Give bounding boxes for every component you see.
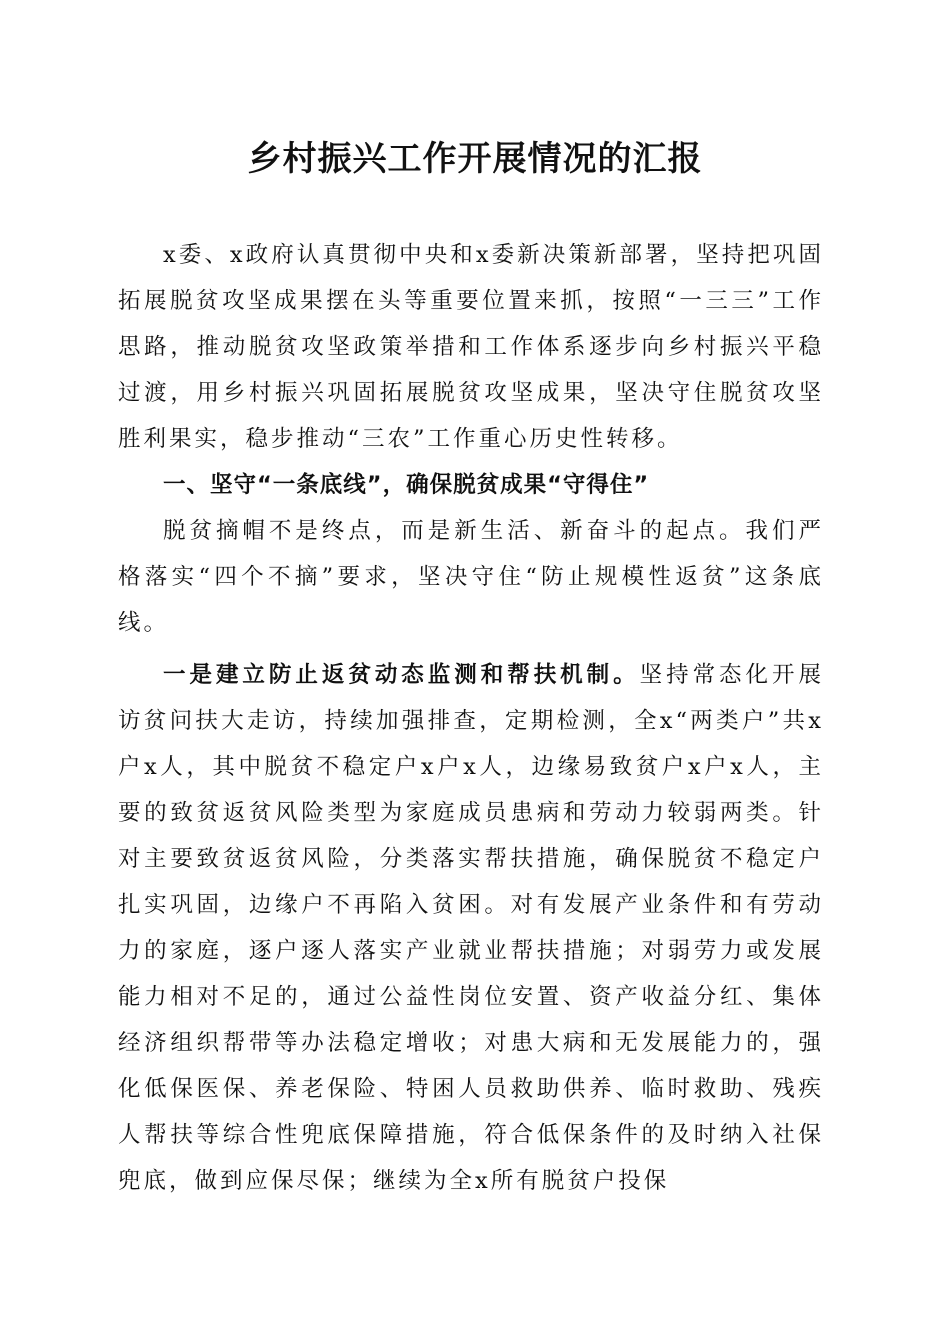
section-heading-1: 一、坚守“一条底线”，确保脱贫成果“守得住” [163,472,650,498]
item-1-text: 坚持常态化开展访贫问扶大走访，持续加强排查，定期检测，全x“两类户”共x户x人，其中脱贫不稳定户x户x人，边缘易致贫户x户x人，主要的致贫返贫风险类型为家庭成员患病和劳动力较弱两类。针对主要致贫返贫风险，分类落实帮扶措施，确保脱贫不稳定户扎实巩固，边缘户不再陷入贫困。对有发展产业条件和有劳动力的家庭，逐户逐人落实产业就业帮扶措施；对弱劳力或发展能力相对不足的，通过公益性岗位安置、资产收益分红、集体经济组织帮带等办法稳定增收；对患大病和无发展能力的，强化低保医保、养老保险、特困人员救助供养、临时救助、残疾人帮扶等综合性兜底保障措施，符合低保条件的及时纳入社保兜底，做到应保尽保；继续为全x所有脱贫户投保 [118,662,824,1194]
item-1-paragraph [118,652,824,1204]
document-title: 乡村振兴工作开展情况的汇报 [247,139,703,179]
item-1-lead: 一是建立防止返贫动态监测和帮扶机制。 [163,662,640,688]
section-1-paragraph: 脱贫摘帽不是终点，而是新生活、新奋斗的起点。我们严格落实“四个不摘”要求，坚决守住“防止规模性返贫”这条底线。 [118,518,824,636]
intro-paragraph: x委、x政府认真贯彻中央和x委新决策新部署，坚持把巩固拓展脱贫攻坚成果摆在头等重要位置来抓，按照“一三三”工作思路，推动脱贫攻坚政策举措和工作体系逐步向乡村振兴平稳过渡，用乡村振兴巩固拓展脱贫攻坚成果，坚决守住脱贫攻坚胜利果实，稳步推动“三农”工作重心历史性转移。 [118,242,824,452]
document-body [118,232,824,1204]
